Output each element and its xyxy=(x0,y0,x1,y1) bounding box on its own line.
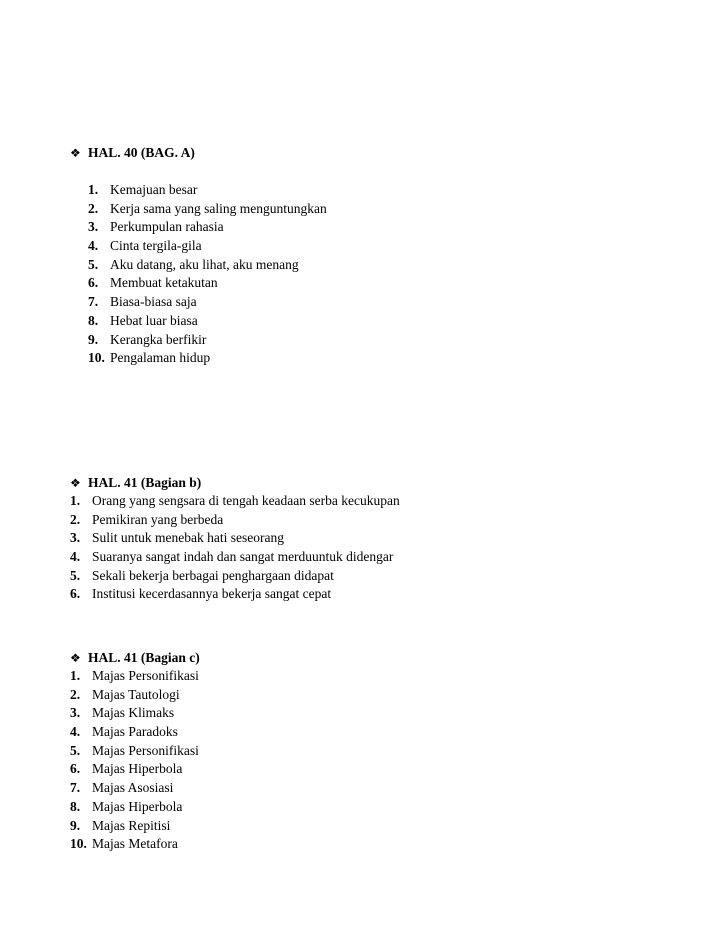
list-item: 4. Majas Paradoks xyxy=(70,724,178,740)
section-b-heading: ❖ HAL. 41 (Bagian b) xyxy=(70,473,201,492)
list-item: 2. Kerja sama yang saling menguntungkan xyxy=(88,200,327,216)
list-item: 5. Aku datang, aku lihat, aku menang xyxy=(88,256,299,272)
list-item: 5. Sekali bekerja berbagai penghargaan didapat xyxy=(70,567,334,583)
list-item: 10. Majas Metafora xyxy=(70,836,178,852)
section-a-heading: ❖ HAL. 40 (BAG. A) xyxy=(70,143,195,162)
list-item: 7. Biasa-biasa saja xyxy=(88,294,197,310)
list-item: 3. Majas Klimaks xyxy=(70,705,175,721)
list-item: 9. Majas Repitisi xyxy=(70,817,171,833)
list-item: 1. Kemajuan besar xyxy=(88,182,198,197)
list-item: 2. Majas Tautologi xyxy=(70,686,180,702)
list-item: 1. Majas Personifikasi xyxy=(70,668,199,683)
list-item: 5. Majas Personifikasi xyxy=(70,742,199,758)
diamond-bullet-icon: ❖ xyxy=(70,476,81,490)
list-item: 3. Sulit untuk menebak hati seseorang xyxy=(70,530,284,546)
list-item: 8. Majas Hiperbola xyxy=(70,798,183,814)
diamond-bullet-icon: ❖ xyxy=(70,651,81,665)
section-b-list xyxy=(70,492,400,604)
list-item: 6. Membuat ketakutan xyxy=(88,275,218,291)
list-item: 9. Kerangka berfikir xyxy=(88,331,207,347)
section-a-list xyxy=(88,181,327,368)
list-item: 7. Majas Asosiasi xyxy=(70,780,174,796)
list-item: 10. Pengalaman hidup xyxy=(88,350,211,366)
section-c-list xyxy=(70,667,199,854)
list-item: 4. Suaranya sangat indah dan sangat merduuntuk didengar xyxy=(70,549,394,565)
list-item: 4. Cinta tergila-gila xyxy=(88,238,202,254)
diamond-bullet-icon: ❖ xyxy=(70,146,81,160)
list-item: 8. Hebat luar biasa xyxy=(88,312,198,328)
list-item: 6. Majas Hiperbola xyxy=(70,761,183,777)
list-item: 6. Institusi kecerdasannya bekerja sangat cepat xyxy=(70,586,332,602)
list-item: 3. Perkumpulan rahasia xyxy=(88,219,224,235)
list-item: 1. Orang yang sengsara di tengah keadaan serba kecukupan xyxy=(70,493,400,508)
section-c-heading: ❖ HAL. 41 (Bagian c) xyxy=(70,648,200,667)
list-item: 2. Pemikiran yang berbeda xyxy=(70,511,224,527)
